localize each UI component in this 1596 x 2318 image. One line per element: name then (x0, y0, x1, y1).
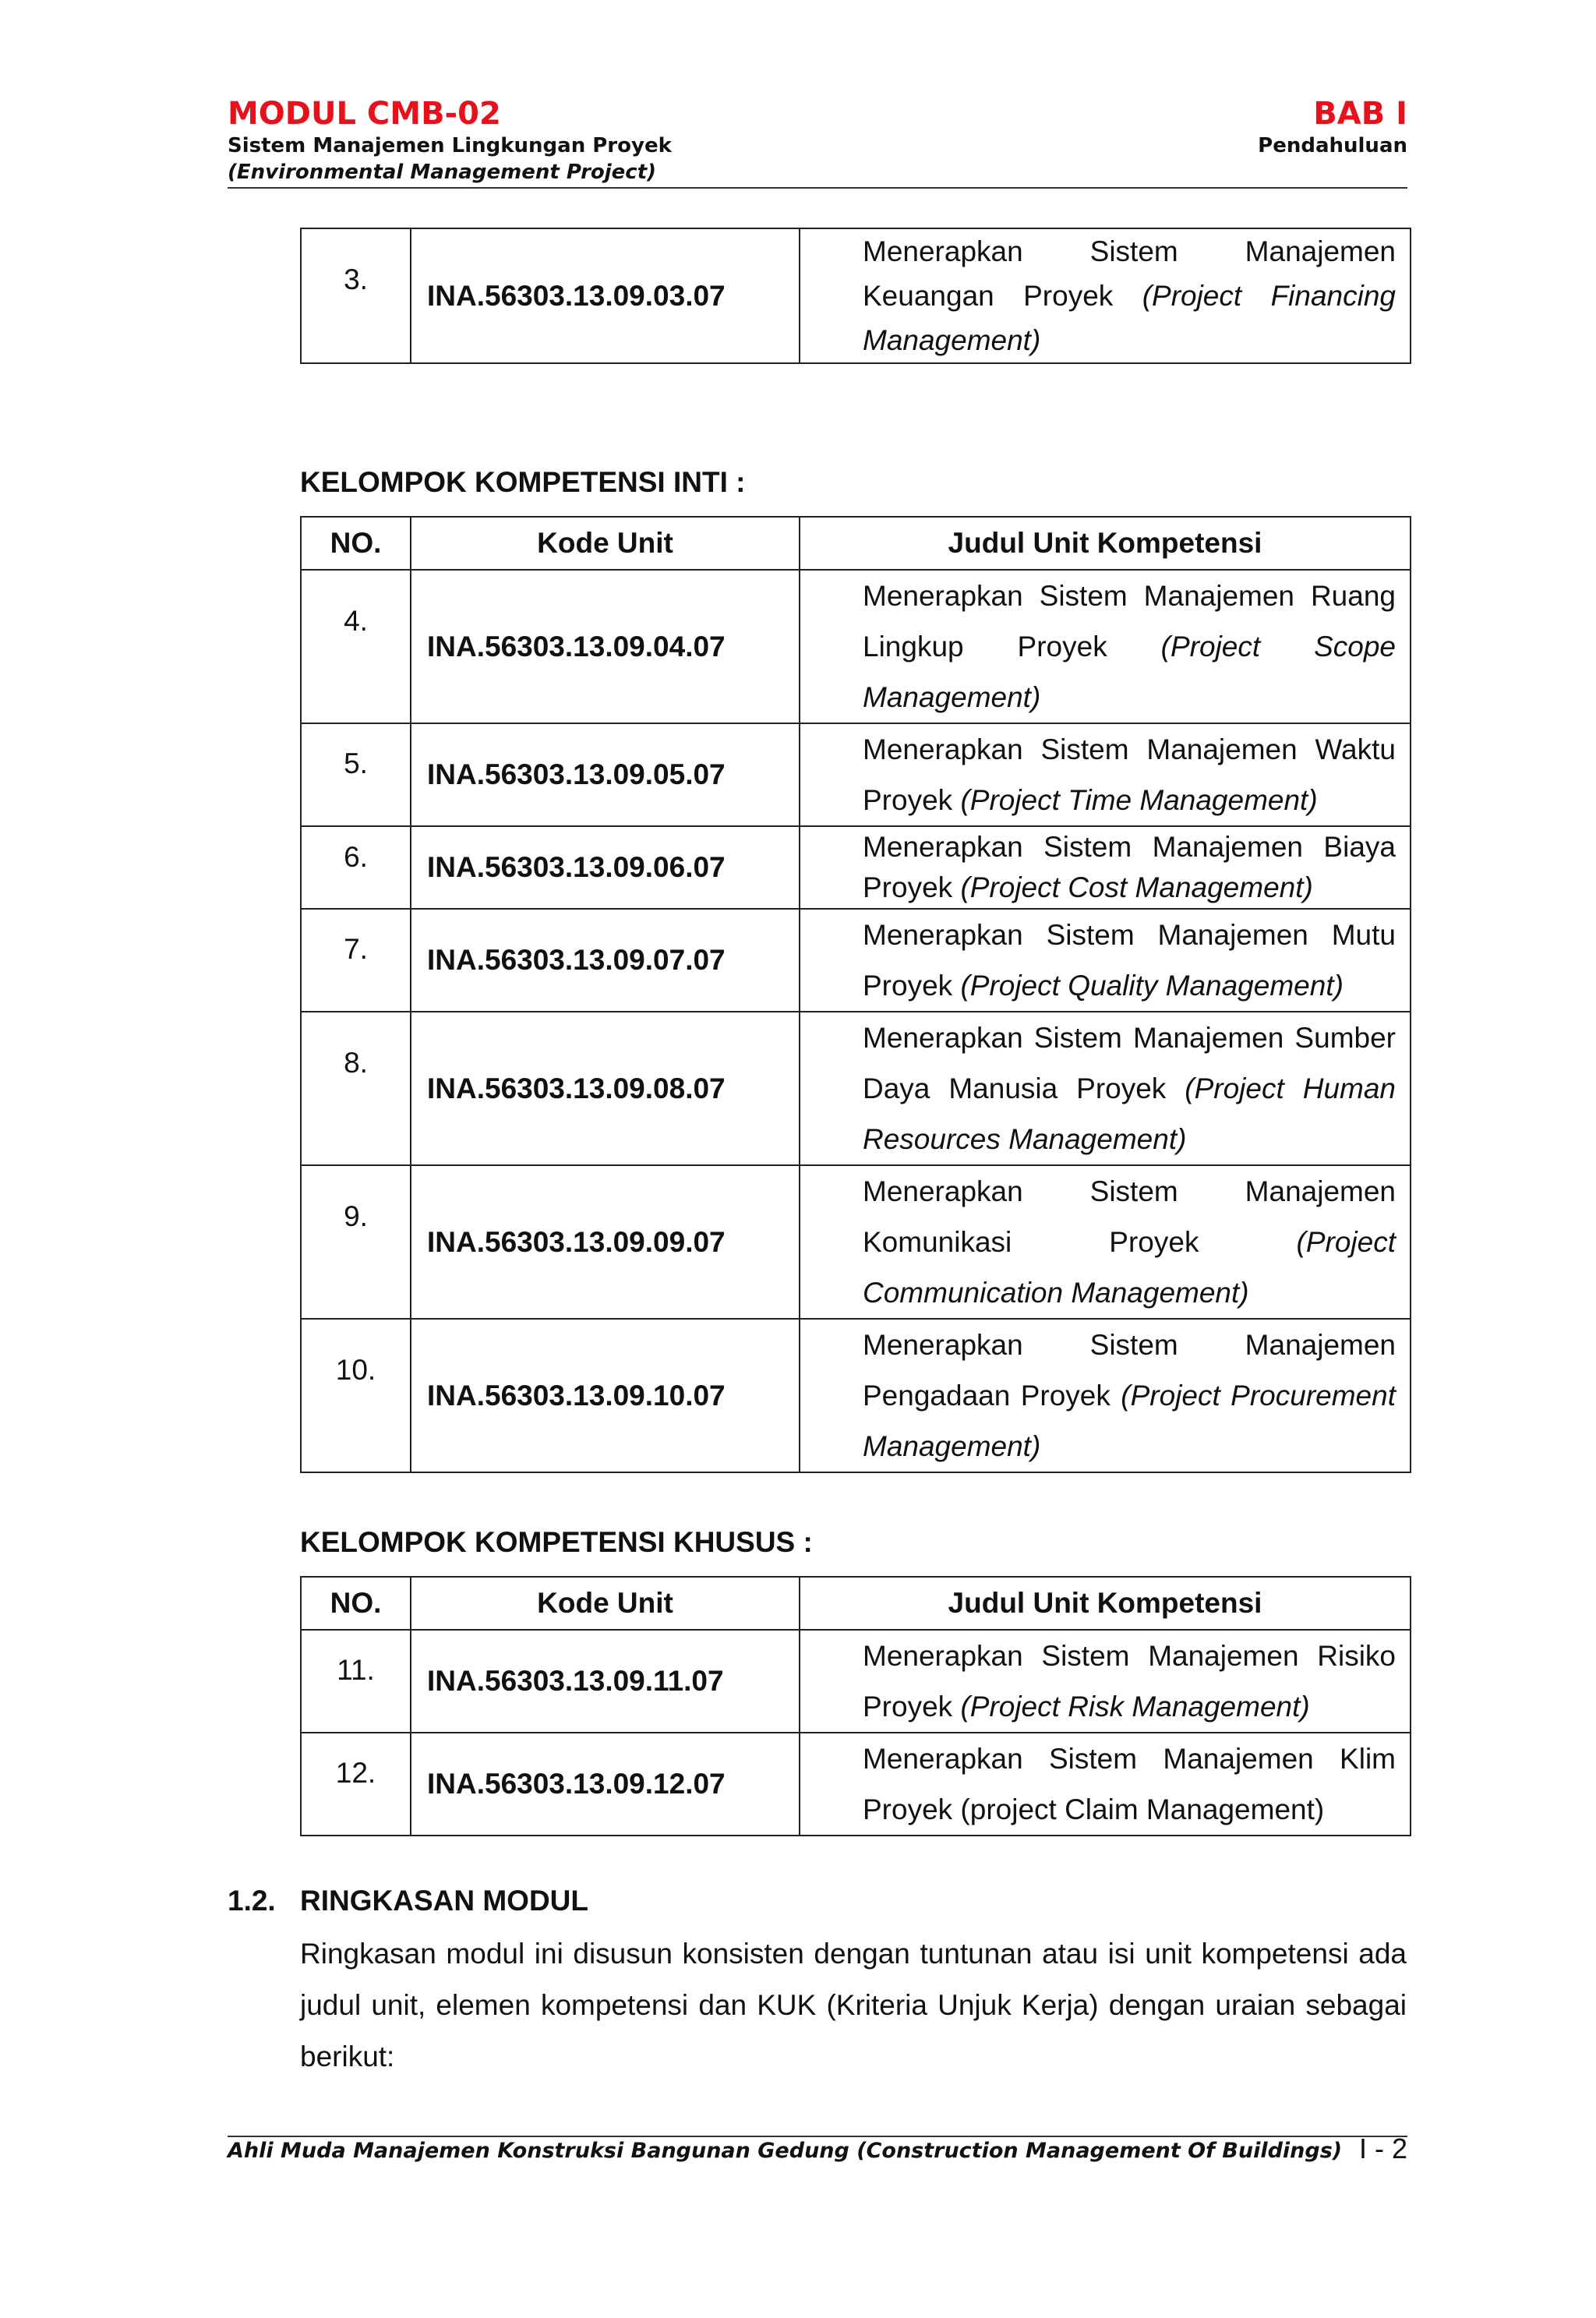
unit-code: INA.56303.13.09.07.07 (411, 909, 800, 1012)
row-number: 7. (301, 909, 411, 1012)
inti-heading: KELOMPOK KOMPETENSI INTI : (300, 466, 746, 498)
unit-title: Menerapkan Sistem Manajemen Biaya Proyek (Project Cost Management) (800, 826, 1411, 909)
col-header-no: NO. (301, 1577, 411, 1630)
unit-title: Menerapkan Sistem Manajemen Sumber Daya Manusia Proyek (Project Human Resources Management) (800, 1012, 1411, 1165)
table-header-row (301, 517, 1411, 570)
row-number: 10. (301, 1319, 411, 1472)
chapter-title: Pendahuluan (1258, 134, 1407, 157)
unit-code: INA.56303.13.09.11.07 (411, 1630, 800, 1733)
unit-title: Menerapkan Sistem Manajemen Risiko Proyek (Project Risk Management) (800, 1630, 1411, 1733)
table-row (301, 1012, 1411, 1165)
footer-rule (228, 2136, 1407, 2137)
unit-title: Menerapkan Sistem Manajemen Klim Proyek (project Claim Management) (800, 1733, 1411, 1836)
header-rule (228, 187, 1407, 189)
unit-title: Menerapkan Sistem Manajemen Ruang Lingkup Proyek (Project Scope Management) (800, 570, 1411, 723)
row-number: 5. (301, 723, 411, 826)
table-row (301, 228, 1411, 363)
competency-table-continued (300, 228, 1411, 364)
row-number: 11. (301, 1630, 411, 1733)
table-row (301, 570, 1411, 723)
khusus-heading: KELOMPOK KOMPETENSI KHUSUS : (300, 1526, 813, 1558)
unit-code: INA.56303.13.09.08.07 (411, 1012, 800, 1165)
module-subtitle-en: (Environmental Management Project) (228, 161, 657, 184)
section-number: 1.2. (228, 1885, 276, 1917)
row-number: 3. (301, 228, 411, 363)
row-number: 8. (301, 1012, 411, 1165)
col-header-title: Judul Unit Kompetensi (800, 517, 1411, 570)
chapter-label: BAB I (1313, 96, 1407, 132)
table-row (301, 826, 1411, 909)
row-number: 4. (301, 570, 411, 723)
table-row (301, 1165, 1411, 1319)
unit-code: INA.56303.13.09.03.07 (411, 228, 800, 363)
table-row (301, 723, 1411, 826)
unit-title: Menerapkan Sistem Manajemen Waktu Proyek (Project Time Management) (800, 723, 1411, 826)
unit-code: INA.56303.13.09.09.07 (411, 1165, 800, 1319)
page-number: I - 2 (1358, 2132, 1407, 2164)
unit-title: Menerapkan Sistem Manajemen Komunikasi Proyek (Project Communication Management) (800, 1165, 1411, 1319)
table-header-row (301, 1577, 1411, 1630)
table-row (301, 1630, 1411, 1733)
unit-title: Menerapkan Sistem Manajemen Keuangan Proyek (Project Financing Management) (800, 228, 1411, 363)
unit-title: Menerapkan Sistem Manajemen Pengadaan Proyek (Project Procurement Management) (800, 1319, 1411, 1472)
unit-code: INA.56303.13.09.06.07 (411, 826, 800, 909)
competency-table-khusus (300, 1576, 1411, 1836)
table-row (301, 1733, 1411, 1836)
unit-title: Menerapkan Sistem Manajemen Mutu Proyek (Project Quality Management) (800, 909, 1411, 1012)
row-number: 6. (301, 826, 411, 909)
col-header-code: Kode Unit (411, 1577, 800, 1630)
row-number: 12. (301, 1733, 411, 1836)
footer-text: Ahli Muda Manajemen Konstruksi Bangunan Gedung (Construction Management Of Buildings) (228, 2139, 1343, 2163)
module-title: MODUL CMB-02 (228, 96, 501, 132)
unit-code: INA.56303.13.09.12.07 (411, 1733, 800, 1836)
page-header (228, 95, 672, 186)
module-subtitle: Sistem Manajemen Lingkungan Proyek (228, 134, 672, 157)
competency-table-inti (300, 516, 1411, 1473)
unit-code: INA.56303.13.09.05.07 (411, 723, 800, 826)
unit-code: INA.56303.13.09.10.07 (411, 1319, 800, 1472)
col-header-code: Kode Unit (411, 517, 800, 570)
section-title: RINGKASAN MODUL (300, 1885, 588, 1917)
col-header-title: Judul Unit Kompetensi (800, 1577, 1411, 1630)
table-row (301, 909, 1411, 1012)
row-number: 9. (301, 1165, 411, 1319)
unit-code: INA.56303.13.09.04.07 (411, 570, 800, 723)
chapter-header (1258, 95, 1407, 159)
section-paragraph: Ringkasan modul ini disusun konsisten dengan tuntunan atau isi unit kompetensi ada judul unit, elemen kompetensi dan KUK (Kriteria Unjuk Kerja) dengan uraian sebagai berikut: (300, 1938, 1407, 2072)
table-row (301, 1319, 1411, 1472)
col-header-no: NO. (301, 517, 411, 570)
